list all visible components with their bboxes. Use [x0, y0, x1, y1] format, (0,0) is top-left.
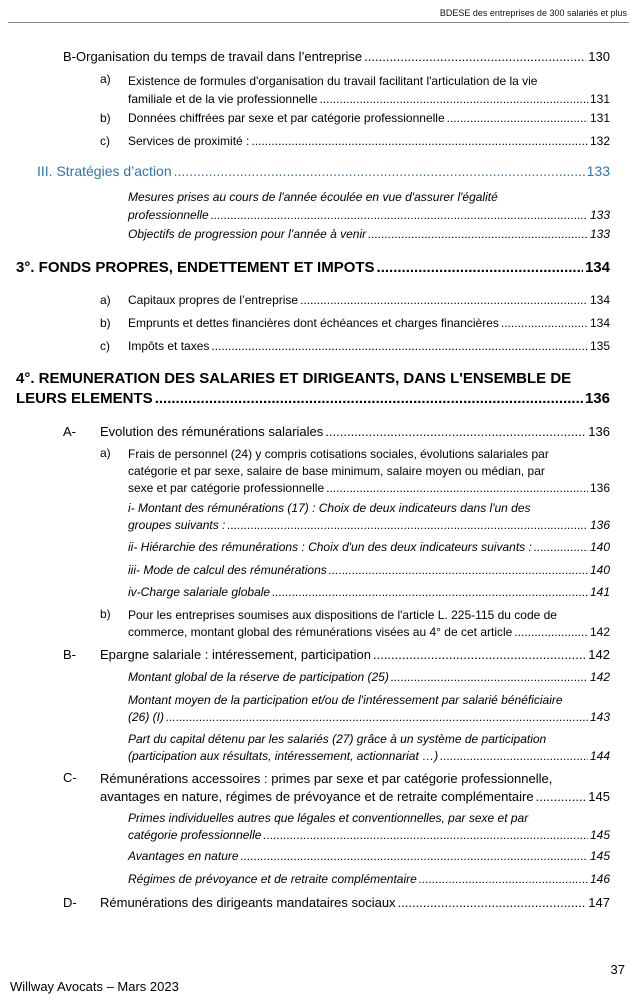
- toc-entry-primes-individuelles[interactable]: Primes individuelles autres que légales et conventionnelles, par sexe et par catégorie professionnelle ..... 145: [128, 810, 610, 844]
- toc-page: 134: [589, 293, 610, 307]
- toc-page: 131: [589, 111, 610, 125]
- toc-entry-part-capital[interactable]: Part du capital détenu par les salariés (27) grâce à un système de participation (participation aux résultats, intéressement, actionnariat …) ..... 144: [128, 731, 610, 765]
- toc-page: 147: [588, 895, 610, 910]
- toc-page: 132: [589, 134, 610, 148]
- toc-page: 145: [589, 828, 610, 842]
- toc-entry-services-proximite[interactable]: Services de proximité : ..... 132: [128, 134, 610, 148]
- toc-page: 134: [589, 316, 610, 330]
- toc-page: 144: [589, 749, 610, 763]
- toc-entry-regimes-prevoyance[interactable]: Régimes de prévoyance et de retraite complémentaire ..... 146: [128, 872, 610, 886]
- toc-entry-montant-moyen-participation[interactable]: Montant moyen de la participation et/ou de l'intéressement par salarié bénéficiaire (26) (I) ..... 143: [128, 692, 610, 726]
- toc-marker: C-: [63, 770, 77, 785]
- toc-page: 136: [589, 518, 610, 532]
- toc-entry-donnees-chiffrees[interactable]: Données chiffrées par sexe et par catégorie professionnelle ..... 131: [128, 111, 610, 125]
- toc-page: 134: [584, 259, 610, 276]
- page-number: 37: [610, 962, 625, 977]
- toc-page: 142: [589, 670, 610, 684]
- toc-page: 136: [584, 390, 610, 407]
- toc-entry-formules[interactable]: Existence de formules d'organisation du travail facilitant l'articulation de la vie familiale et de la vie professionnelle ..... 131: [128, 72, 610, 108]
- toc-entry-dirigeants[interactable]: Rémunérations des dirigeants mandataires sociaux ..... 147: [100, 895, 610, 910]
- toc-marker: A-: [63, 424, 76, 439]
- toc-entry-section-4[interactable]: 4°. REMUNERATION DES SALARIES ET DIRIGEANTS, DANS L'ENSEMBLE DE LEURS ELEMENTS ..... 136: [16, 369, 610, 409]
- page-header: BDESE des entreprises de 300 salariés et plus: [439, 8, 627, 18]
- toc-page: 133: [589, 208, 610, 222]
- footer-text: Willway Avocats – Mars 2023: [10, 979, 179, 994]
- toc-entry-article-l225[interactable]: Pour les entreprises soumises aux dispositions de l'article L. 225-115 du code de commerce, montant global des rémunérations visées au 4° de cet article ..... 142: [128, 607, 610, 641]
- toc-page: 140: [589, 540, 610, 554]
- toc-marker: c): [100, 134, 110, 148]
- toc-marker: D-: [63, 895, 77, 910]
- toc-marker: b): [100, 607, 111, 621]
- toc-marker: b): [100, 316, 111, 330]
- toc-marker: a): [100, 72, 111, 86]
- toc-entry-strategies[interactable]: III. Stratégies d’action ..... 133: [37, 163, 610, 179]
- toc-page: 130: [588, 49, 610, 64]
- toc-page: 146: [589, 872, 610, 886]
- toc-entry-section-3[interactable]: 3°. FONDS PROPRES, ENDETTEMENT ET IMPOTS ..... 134: [16, 259, 610, 276]
- toc-entry-reserve-participation[interactable]: Montant global de la réserve de participation (25) ..... 142: [128, 670, 610, 684]
- toc-page: 133: [589, 227, 610, 241]
- toc-page: 135: [589, 339, 610, 353]
- toc-entry-objectifs[interactable]: Objectifs de progression pour l’année à venir ..... 133: [128, 227, 610, 241]
- toc-page: 136: [589, 481, 610, 495]
- toc-page: 141: [589, 585, 610, 599]
- toc-marker: c): [100, 339, 110, 353]
- toc-entry-hierarchie[interactable]: ii- Hiérarchie des rémunérations : Choix d'un des deux indicateurs suivants : ..... 140: [128, 540, 610, 554]
- toc-page: 133: [586, 163, 610, 179]
- toc-entry-capitaux-propres[interactable]: Capitaux propres de l’entreprise ..... 134: [128, 293, 610, 307]
- toc-marker: a): [100, 293, 111, 307]
- toc-marker: a): [100, 446, 111, 460]
- toc-entry-charge-salariale[interactable]: iv-Charge salariale globale ..... 141: [128, 585, 610, 599]
- toc-page: 142: [589, 625, 610, 639]
- toc-marker: B-: [63, 647, 76, 662]
- header-rule: [8, 22, 629, 23]
- toc-page: 145: [588, 789, 610, 804]
- toc-entry-avantages-nature[interactable]: Avantages en nature ..... 145: [128, 849, 610, 863]
- toc-page: 145: [589, 849, 610, 863]
- toc-page: 140: [589, 563, 610, 577]
- toc-entry-montant-remunerations[interactable]: i- Montant des rémunérations (17) : Choix de deux indicateurs dans l'un des groupes suivants : ..... 136: [128, 500, 610, 534]
- toc-entry-remunerations-accessoires[interactable]: Rémunérations accessoires : primes par sexe et par catégorie professionnelle, avantages en nature, régimes de prévoyance et de retraite complémentaire ..... 145: [100, 770, 610, 806]
- toc-page: 136: [588, 424, 610, 439]
- toc-entry-emprunts[interactable]: Emprunts et dettes financières dont échéances et charges financières ..... 134: [128, 316, 610, 330]
- toc-page: 143: [589, 710, 610, 724]
- toc-entry-mode-calcul[interactable]: iii- Mode de calcul des rémunérations ..... 140: [128, 563, 610, 577]
- toc-entry-b-organisation[interactable]: B-Organisation du temps de travail dans l’entreprise ..... 130: [63, 49, 610, 64]
- toc-page: 142: [588, 647, 610, 662]
- toc-entry-mesures[interactable]: Mesures prises au cours de l'année écoulée en vue d'assurer l'égalité professionnelle ..... 133: [128, 188, 610, 224]
- toc-entry-epargne-salariale[interactable]: Epargne salariale : intéressement, participation ..... 142: [100, 647, 610, 662]
- toc-entry-evolution-remunerations[interactable]: Evolution des rémunérations salariales ..... 136: [100, 424, 610, 439]
- toc-marker: b): [100, 111, 111, 125]
- toc-entry-frais-personnel[interactable]: Frais de personnel (24) y compris cotisations sociales, évolutions salariales par catégorie et par sexe, salaire de base minimum, salaire moyen ou médian, par sexe et par catégorie professionnelle ..... 136: [128, 446, 610, 497]
- toc-page: 131: [589, 92, 610, 106]
- toc-entry-impots[interactable]: Impôts et taxes ..... 135: [128, 339, 610, 353]
